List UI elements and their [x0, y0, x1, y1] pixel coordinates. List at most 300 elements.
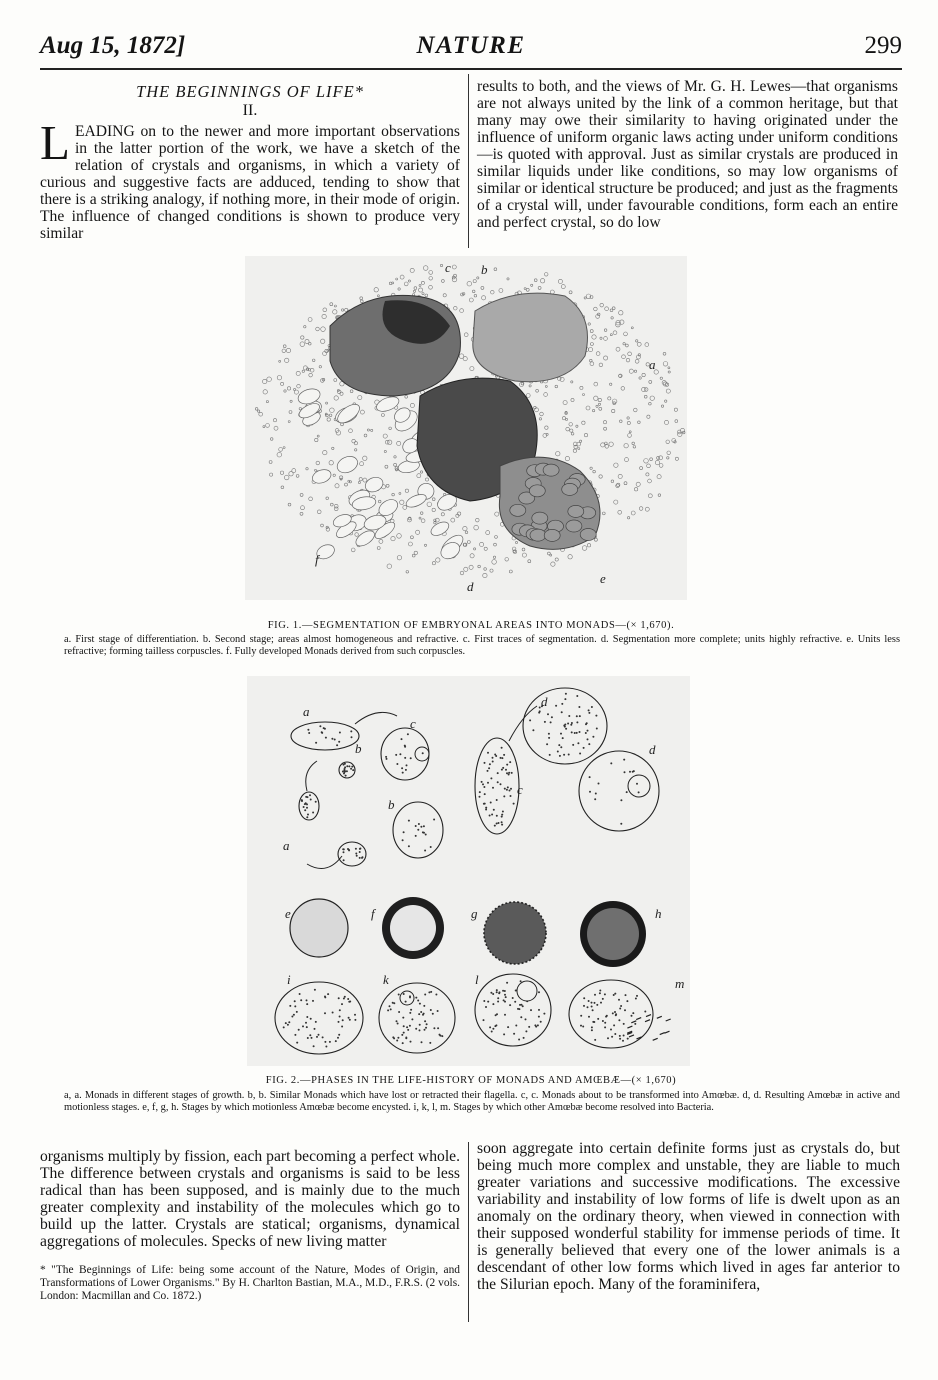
stipple-dot	[646, 473, 649, 476]
granule	[509, 1004, 511, 1006]
stipple-dot	[590, 330, 593, 333]
granule	[572, 744, 574, 746]
stipple-dot	[590, 362, 594, 366]
stipple-dot	[642, 387, 646, 391]
stipple-dot	[604, 337, 608, 341]
stipple-dot	[281, 486, 284, 489]
granule	[417, 1000, 419, 1002]
granule	[515, 990, 517, 992]
stipple-dot	[634, 488, 637, 491]
granule	[409, 1025, 411, 1027]
stipple-dot	[467, 541, 470, 544]
granule	[329, 1041, 331, 1043]
column-divider-top	[468, 74, 469, 248]
stipple-dot	[620, 420, 623, 423]
granule	[523, 1037, 525, 1039]
stipple-dot	[425, 478, 428, 481]
granule	[514, 1001, 516, 1003]
granule	[397, 1037, 399, 1039]
granule	[591, 1002, 593, 1004]
page-number: 299	[864, 32, 902, 59]
paragraph-right-top: results to both, and the views of Mr. G. H. Lewes—that organisms are not always united by the link of a common heritage, but that many may owe their similarity to having originated under the influence of uniform organic laws acting under uniform conditions—is quoted with approval. Just as similar crystals are produced in similar liquids under like conditions, so may low organisms of similar or identical structure be produced; and just as the fragments of a crystal will, under favourable conditions, form each an entire and perfect crystal, so do low	[477, 78, 898, 231]
stipple-dot	[304, 326, 306, 328]
stipple-dot	[535, 408, 539, 412]
stipple-dot	[473, 280, 476, 283]
granule	[570, 724, 572, 726]
figure-2-label-c: c	[410, 716, 416, 731]
figure-2-label-d: d	[541, 694, 548, 709]
granule	[496, 799, 498, 801]
stipple-dot	[297, 384, 301, 388]
granule	[294, 1005, 296, 1007]
granule	[344, 763, 346, 765]
stipple-dot	[614, 500, 618, 504]
granule	[548, 733, 550, 735]
granule	[587, 730, 589, 732]
granule	[422, 1014, 424, 1016]
stipple-dot	[478, 565, 481, 568]
stipple-dot	[270, 473, 273, 476]
stipple-dot	[451, 518, 455, 522]
granule	[495, 755, 497, 757]
area-b	[473, 293, 588, 382]
stipple-dot	[273, 419, 276, 422]
stipple-dot	[339, 476, 342, 479]
granule	[423, 825, 425, 827]
stipple-dot	[639, 377, 641, 379]
granule	[439, 1034, 441, 1036]
figure-1-caption: FIG. 1.—SEGMENTATION OF EMBRYONAL AREAS INTO MONADS—(× 1,670).	[267, 620, 675, 631]
stipple-dot	[645, 343, 649, 347]
granule	[387, 1009, 389, 1011]
monad-c2	[475, 738, 519, 834]
granule	[484, 762, 486, 764]
stipple-dot	[305, 339, 309, 343]
granule	[389, 1005, 391, 1007]
granule	[321, 732, 323, 734]
stipple-dot	[629, 369, 633, 373]
stipple-dot	[534, 279, 537, 282]
stipple-dot	[330, 303, 333, 306]
stipple-dot	[374, 288, 378, 292]
granule	[561, 703, 563, 705]
stipple-dot	[266, 424, 270, 428]
stipple-dot	[434, 522, 436, 524]
granule	[397, 1023, 399, 1025]
granule	[624, 771, 626, 773]
granule	[308, 732, 310, 734]
stipple-dot	[515, 541, 517, 543]
stipple-dot	[452, 265, 456, 269]
granule	[342, 848, 344, 850]
stipple-dot	[598, 403, 600, 405]
stipple-dot	[294, 388, 296, 390]
figure-1-label-e: e	[600, 571, 606, 586]
granule	[299, 993, 301, 995]
stipple-dot	[387, 564, 392, 569]
granule	[594, 1039, 596, 1041]
stipple-dot	[334, 305, 336, 307]
granule	[386, 758, 388, 760]
vacuole	[517, 981, 537, 1001]
granule	[398, 994, 400, 996]
stipple-dot	[300, 342, 305, 347]
stipple-dot	[404, 282, 408, 286]
granule	[489, 1026, 491, 1028]
granule	[599, 992, 601, 994]
granule	[538, 1009, 540, 1011]
granule	[346, 765, 348, 767]
granule	[401, 767, 403, 769]
granule	[338, 997, 340, 999]
stipple-dot	[678, 432, 682, 436]
stipple-dot	[600, 303, 604, 307]
granule	[604, 1026, 606, 1028]
granule	[310, 799, 312, 801]
granule	[503, 999, 505, 1001]
stipple-dot	[270, 438, 273, 441]
stipple-dot	[326, 402, 328, 404]
stipple-dot	[316, 461, 320, 465]
granule	[294, 1034, 296, 1036]
granule	[349, 1019, 351, 1021]
segment-unit	[562, 483, 578, 495]
granule	[312, 1000, 314, 1002]
stipple-dot	[476, 518, 480, 522]
stipple-dot	[636, 482, 640, 486]
left-column-bottom	[40, 1148, 460, 1303]
granule	[595, 793, 597, 795]
granule	[595, 715, 597, 717]
granule	[594, 994, 596, 996]
bacterium	[636, 1018, 641, 1020]
granule	[300, 999, 302, 1001]
granule	[564, 698, 566, 700]
stipple-dot	[594, 538, 597, 541]
stipple-dot	[663, 362, 668, 367]
stipple-dot	[410, 403, 414, 407]
granule	[392, 1036, 394, 1038]
granule	[568, 715, 570, 717]
stipple-dot	[330, 408, 335, 413]
stipple-dot	[556, 452, 560, 456]
granule	[501, 824, 503, 826]
granule	[588, 743, 590, 745]
granule	[485, 809, 487, 811]
stipple-dot	[286, 348, 290, 352]
granule	[493, 809, 495, 811]
stipple-dot	[674, 408, 677, 411]
stipple-dot	[385, 465, 388, 468]
stipple-dot	[321, 339, 325, 343]
granule	[424, 1029, 426, 1031]
stipple-dot	[400, 500, 404, 504]
granule	[636, 783, 638, 785]
granule	[404, 757, 406, 759]
granule	[501, 821, 503, 823]
stipple-dot	[351, 548, 355, 552]
stipple-dot	[484, 547, 487, 550]
granule	[415, 997, 417, 999]
granule	[424, 850, 426, 852]
granule	[409, 1012, 411, 1014]
granule	[433, 1027, 435, 1029]
stipple-dot	[474, 294, 477, 297]
stipple-dot	[644, 395, 647, 398]
granule	[419, 1029, 421, 1031]
granule	[483, 786, 485, 788]
granule	[315, 801, 317, 803]
granule	[597, 1018, 599, 1020]
stipple-dot	[584, 433, 587, 436]
granule	[312, 812, 314, 814]
granule	[485, 807, 487, 809]
segment-unit	[543, 464, 559, 476]
stipple-dot	[648, 494, 652, 498]
granule	[354, 1019, 356, 1021]
stipple-dot	[377, 295, 379, 297]
stipple-dot	[571, 433, 574, 436]
stipple-dot	[608, 397, 611, 400]
stipple-dot	[281, 382, 284, 385]
right-column-bottom	[477, 1140, 900, 1293]
granule	[563, 754, 565, 756]
flagellum	[307, 856, 342, 869]
granule	[339, 1009, 341, 1011]
article-part: II.	[242, 102, 258, 119]
granule	[324, 1041, 326, 1043]
stipple-dot	[644, 459, 649, 464]
stipple-dot	[296, 371, 300, 375]
segment-unit	[580, 529, 596, 541]
flagellum	[306, 761, 317, 791]
granule	[592, 1009, 594, 1011]
stipple-dot	[659, 456, 663, 460]
granule	[580, 1025, 582, 1027]
nucleus	[415, 747, 429, 761]
stipple-dot	[410, 536, 413, 539]
granule	[623, 1035, 625, 1037]
granule	[441, 1035, 443, 1037]
granule	[350, 730, 352, 732]
granule	[285, 1022, 287, 1024]
stipple-dot	[355, 449, 357, 451]
stipple-dot	[443, 294, 446, 297]
stipple-dot	[633, 446, 636, 449]
granule	[483, 1000, 485, 1002]
granule	[560, 746, 562, 748]
granule	[433, 819, 435, 821]
granule	[291, 1016, 293, 1018]
granule	[423, 1005, 425, 1007]
granule	[565, 693, 567, 695]
granule	[623, 759, 625, 761]
granule	[395, 754, 397, 756]
figure-1-label-f: f	[315, 552, 319, 567]
granule	[428, 991, 430, 993]
stipple-dot	[389, 427, 392, 430]
granule	[543, 1013, 545, 1015]
stipple-dot	[282, 349, 286, 353]
stipple-dot	[667, 457, 669, 459]
stipple-dot	[300, 512, 303, 515]
stipple-dot	[590, 467, 592, 469]
granule	[492, 1028, 494, 1030]
granule	[627, 1038, 629, 1040]
granule	[361, 857, 363, 859]
granule	[318, 1034, 320, 1036]
granule	[497, 1001, 499, 1003]
granule	[348, 1017, 350, 1019]
granule	[347, 998, 349, 1000]
stipple-dot	[384, 450, 386, 452]
stipple-dot	[490, 569, 493, 572]
granule	[559, 755, 561, 757]
granule	[529, 719, 531, 721]
stipple-dot	[599, 363, 603, 367]
stipple-dot	[358, 396, 362, 400]
stipple-dot	[345, 483, 348, 486]
granule	[415, 1028, 417, 1030]
stipple-dot	[526, 288, 529, 291]
stipple-dot	[531, 284, 533, 286]
granule	[426, 1023, 428, 1025]
granule	[489, 815, 491, 817]
granule	[341, 1026, 343, 1028]
stipple-dot	[363, 478, 367, 482]
granule	[402, 772, 404, 774]
stipple-dot	[528, 560, 531, 563]
cyst-e	[290, 899, 348, 957]
stipple-dot	[605, 445, 609, 449]
stipple-dot	[315, 469, 317, 471]
stipple-dot	[403, 505, 407, 509]
granule	[598, 783, 600, 785]
granule	[576, 721, 578, 723]
granule	[339, 732, 341, 734]
opening-paragraph	[40, 115, 460, 242]
stipple-dot	[420, 512, 423, 515]
cyst-g	[484, 902, 546, 964]
granule	[496, 991, 498, 993]
granule	[530, 1009, 532, 1011]
granule	[585, 732, 587, 734]
stipple-dot	[309, 373, 313, 377]
stipple-dot	[406, 571, 409, 574]
stipple-dot	[280, 471, 283, 474]
stipple-dot	[319, 366, 321, 368]
granule	[619, 1008, 621, 1010]
stipple-dot	[321, 524, 324, 527]
stipple-dot	[616, 484, 620, 488]
stipple-dot	[619, 311, 623, 315]
granule	[602, 998, 604, 1000]
stipple-dot	[592, 335, 596, 339]
stipple-dot	[668, 367, 670, 369]
granule	[487, 770, 489, 772]
bacterium	[657, 1016, 662, 1018]
stipple-dot	[391, 536, 395, 540]
granule	[307, 1037, 309, 1039]
stipple-dot	[334, 507, 338, 511]
stipple-dot	[660, 377, 662, 379]
granule	[591, 706, 593, 708]
granule	[398, 1011, 400, 1013]
granule	[503, 1033, 505, 1035]
stipple-dot	[288, 503, 291, 506]
stipple-dot	[274, 426, 278, 430]
granule	[306, 999, 308, 1001]
granule	[560, 733, 562, 735]
stipple-dot	[301, 336, 304, 339]
granule	[430, 991, 432, 993]
granule	[337, 1037, 339, 1039]
granule	[294, 1000, 296, 1002]
stipple-dot	[429, 277, 433, 281]
stipple-dot	[596, 405, 598, 407]
granule	[613, 1024, 615, 1026]
granule	[327, 993, 329, 995]
stipple-dot	[593, 470, 596, 473]
granule	[508, 774, 510, 776]
stipple-dot	[367, 429, 369, 431]
figure-2-label-a: a	[283, 838, 290, 853]
granule	[583, 997, 585, 999]
stipple-dot	[491, 290, 495, 294]
granule	[405, 1001, 407, 1003]
granule	[497, 781, 499, 783]
stipple-dot	[317, 510, 321, 514]
granule	[331, 738, 333, 740]
stipple-dot	[429, 285, 433, 289]
figure-2-label-b: b	[388, 797, 395, 812]
granule	[403, 1032, 405, 1034]
header-rule	[40, 68, 902, 70]
stipple-dot	[480, 542, 484, 546]
granule	[501, 814, 503, 816]
paragraph-left-bottom: organisms multiply by fission, each part becoming a perfect whole. The difference between crystals and organisms is said to be less radical than has been supposed, and is mainly due to the much greater complexity and instability of the molecules which go to build up the latter. Crystals are statical; organisms, dynamical aggregations of molecules. Specks of new living matter	[40, 1148, 460, 1250]
stipple-dot	[259, 412, 263, 416]
granule	[306, 1003, 308, 1005]
granule	[501, 769, 503, 771]
granule	[562, 737, 564, 739]
stipple-dot	[640, 467, 643, 470]
granule	[589, 791, 591, 793]
granule	[421, 1041, 423, 1043]
stipple-dot	[545, 385, 547, 387]
granule	[343, 859, 345, 861]
stipple-dot	[335, 484, 339, 488]
stipple-dot	[555, 558, 558, 561]
figure-2-label-c: c	[517, 782, 523, 797]
stipple-dot	[582, 546, 587, 551]
stipple-dot	[625, 458, 629, 462]
stipple-dot	[545, 426, 548, 429]
granule	[583, 1005, 585, 1007]
granule	[495, 1014, 497, 1016]
granule	[507, 786, 509, 788]
stipple-dot	[263, 426, 265, 428]
granule	[610, 762, 612, 764]
granule	[325, 737, 327, 739]
granule	[415, 825, 417, 827]
granule	[509, 761, 511, 763]
granule	[571, 722, 573, 724]
stipple-dot	[464, 567, 468, 571]
granule	[491, 814, 493, 816]
granule	[614, 1011, 616, 1013]
stipple-dot	[474, 525, 479, 530]
